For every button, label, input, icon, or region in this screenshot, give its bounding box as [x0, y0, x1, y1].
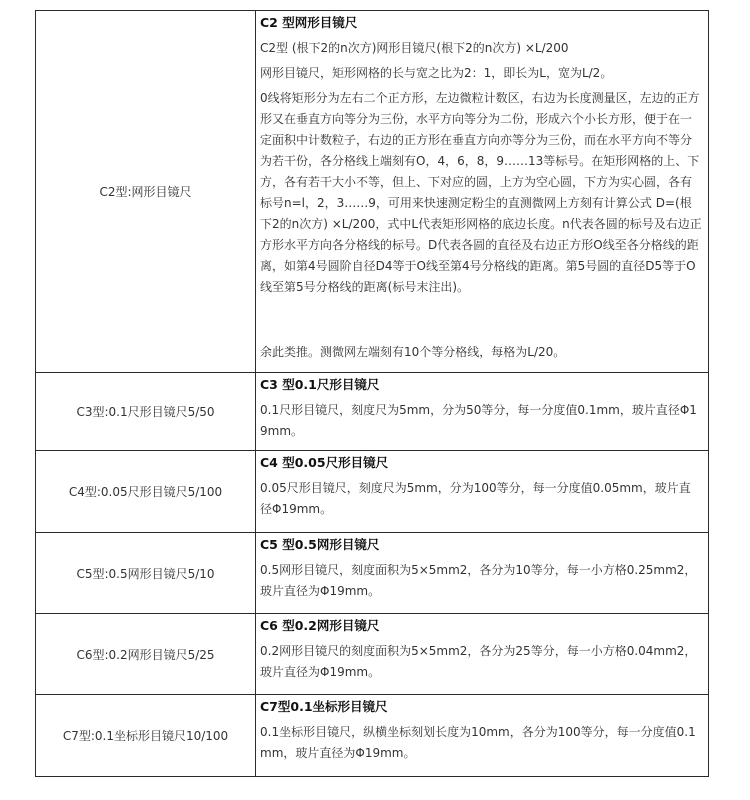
model-label-cell [36, 695, 256, 777]
description-cell [256, 614, 709, 695]
table-row [36, 533, 709, 614]
description-cell [256, 11, 709, 373]
model-title: C5 型0.5网形目镜尺 [260, 537, 380, 552]
model-title: C2 型网形目镜尺 [260, 15, 358, 30]
model-title: C4 型0.05尺形目镜尺 [260, 455, 389, 470]
description-paragraph: 0.1尺形目镜尺，刻度尺为5mm，分为50等分，每一分度值0.1mm，玻片直径Φ19mm。 [260, 403, 697, 438]
table-row [36, 614, 709, 695]
description-paragraph: 0.5网形目镜尺，刻度面积为5×5mm2，各分为10等分，每一小方格0.25mm2，玻片直径为Φ19mm。 [260, 563, 697, 598]
description-cell [256, 451, 709, 533]
table-row [36, 373, 709, 451]
model-label-cell [36, 614, 256, 695]
table-row [36, 451, 709, 533]
description-cell [256, 373, 709, 451]
description-cell [256, 695, 709, 777]
description-paragraph: 0.1坐标形目镜尺，纵横坐标刻划长度为10mm，各分为100等分，每一分度值0.1mm，玻片直径为Φ19mm。 [260, 725, 696, 760]
description-paragraph: 0.05尺形目镜尺，刻度尺为5mm，分为100等分，每一分度值0.05mm，玻片直径Φ19mm。 [260, 481, 691, 516]
model-label: C2型:网形目镜尺 [99, 185, 192, 199]
model-label: C7型:0.1坐标形目镜尺10/100 [62, 729, 229, 743]
description-paragraph: 0.2网形目镜尺的刻度面积为5×5mm2，各分为25等分，每一小方格0.04mm2，玻片直径为Φ19mm。 [260, 644, 697, 679]
description-paragraph: 网形目镜尺，矩形网格的长与宽之比为2：1，即长为L，宽为L/2。 [260, 66, 613, 80]
table-row [36, 695, 709, 777]
spec-table [35, 10, 709, 777]
model-label: C4型:0.05尺形目镜尺5/100 [68, 485, 223, 499]
table-row [36, 11, 709, 373]
model-label-cell [36, 451, 256, 533]
model-title: C6 型0.2网形目镜尺 [260, 618, 380, 633]
model-label-cell [36, 373, 256, 451]
description-paragraph: 余此类推。测微网左端刻有10个等分格线，每格为L/20。 [260, 345, 566, 359]
model-label: C5型:0.5网形目镜尺5/10 [76, 566, 215, 581]
description-paragraph: C2型 (根下2的n次方)网形目镜尺(根下2的n次方) ×L/200 [260, 41, 569, 55]
description-cell [256, 533, 709, 614]
model-title: C7型0.1坐标形目镜尺 [260, 699, 388, 714]
model-label-cell [36, 11, 256, 373]
description-paragraph: 0线将矩形分为左右二个正方形，左边微粒计数区，右边为长度测量区，左边的正方形又在垂直方向等分为三份，水平方向等分为二份，形成六个小长方形，便于在一定面积中计数粒子，右边的正方形在垂直方向亦等分为三份，而在水平方向不等分为若干份，各分格线上端刻有O，4，6，8，9……13等标号。在矩形网格的上、下方，各有若干大小不等，但上、下对应的圆，上方为空心圆，下方为实心圆，各有标号n=l，2，3……9，可用来快速测定粉尘的直测微网上方刻有计算公式 D=(根下2的n次方) ×L/200，式中L代表矩形网格的底边长度。n代表各圆的标号及右边正方形水平方向各分格线的标号。D代表各圆的直径及右边正方形O线至各分格线的距离，如第4号圆阶自径D4等于O线至第4号分格线的距离。第5号圆的直径D5等于O线至第5号分格线的距离(标号末注出)。 [260, 91, 702, 294]
model-title: C3 型0.1尺形目镜尺 [260, 377, 380, 392]
model-label: C6型:0.2网形目镜尺5/25 [76, 647, 215, 662]
model-label: C3型:0.1尺形目镜尺5/50 [76, 405, 215, 419]
description-clip [260, 88, 702, 338]
model-label-cell [36, 533, 256, 614]
